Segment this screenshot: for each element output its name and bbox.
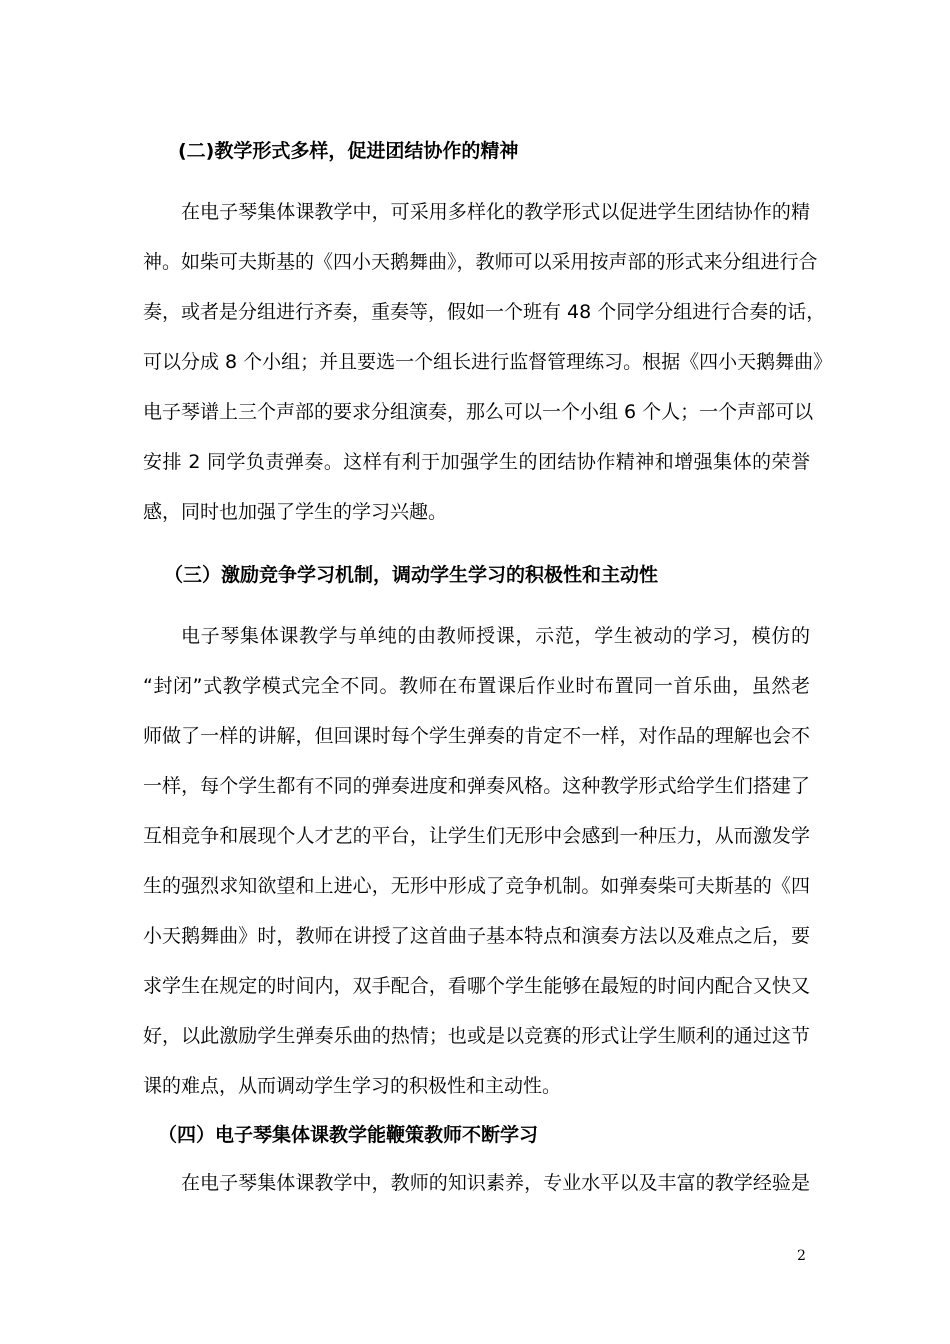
paragraph-line: 一样，每个学生都有不同的弹奏进度和弹奏风格。这种教学形式给学生们搭建了	[143, 775, 810, 797]
paragraph-line: 生的强烈求知欲望和上进心，无形中形成了竞争机制。如弹奏柴可夫斯基的《四	[143, 875, 810, 897]
paragraph-line: 在电子琴集体课教学中，可采用多样化的教学形式以促进学生团结协作的精	[181, 201, 810, 223]
paragraph-line: 电子琴集体课教学与单纯的由教师授课，示范，学生被动的学习，模仿的	[181, 625, 810, 647]
section-heading-4: （四）电子琴集体课教学能鞭策教师不断学习	[158, 1124, 539, 1146]
paragraph-line: 在电子琴集体课教学中，教师的知识素养，专业水平以及丰富的教学经验是	[181, 1172, 810, 1194]
section-heading-3: （三）激励竞争学习机制，调动学生学习的积极性和主动性	[164, 564, 659, 586]
paragraph-line: 互相竞争和展现个人才艺的平台，让学生们无形中会感到一种压力，从而激发学	[143, 825, 810, 847]
paragraph-line: 可以分成 8 个小组；并且要选一个组长进行监督管理练习。根据《四小天鹅舞曲》	[143, 351, 833, 373]
paragraph-line: 好，以此激励学生弹奏乐曲的热情；也或是以竞赛的形式让学生顺利的通过这节	[143, 1025, 810, 1047]
section-heading-2: (二)教学形式多样，促进团结协作的精神	[178, 140, 519, 162]
paragraph-line: 奏，或者是分组进行齐奏，重奏等，假如一个班有 48 个同学分组进行合奏的话，	[143, 301, 826, 323]
paragraph-line: 课的难点，从而调动学生学习的积极性和主动性。	[143, 1075, 562, 1097]
paragraph-line: 师做了一样的讲解，但回课时每个学生弹奏的肯定不一样，对作品的理解也会不	[143, 725, 810, 747]
paragraph-section-4	[143, 1158, 810, 1208]
paragraph-line: “封闭”式教学模式完全不同。教师在布置课后作业时布置同一首乐曲，虽然老	[143, 675, 810, 697]
page-number: 2	[797, 1248, 806, 1264]
paragraph-line: 神。如柴可夫斯基的《四小天鹅舞曲》，教师可以采用按声部的形式来分组进行合	[143, 251, 818, 273]
paragraph-line: 感，同时也加强了学生的学习兴趣。	[143, 501, 448, 523]
paragraph-line: 小天鹅舞曲》时，教师在讲授了这首曲子基本特点和演奏方法以及难点之后，要	[143, 925, 810, 947]
paragraph-line: 安排 2 同学负责弹奏。这样有利于加强学生的团结协作精神和增强集体的荣誉	[143, 451, 810, 473]
paragraph-section-3	[143, 611, 810, 1111]
paragraph-line: 求学生在规定的时间内，双手配合，看哪个学生能够在最短的时间内配合又快又	[143, 975, 810, 997]
paragraph-section-2	[143, 187, 833, 537]
paragraph-line: 电子琴谱上三个声部的要求分组演奏，那么可以一个小组 6 个人；一个声部可以	[143, 401, 814, 423]
